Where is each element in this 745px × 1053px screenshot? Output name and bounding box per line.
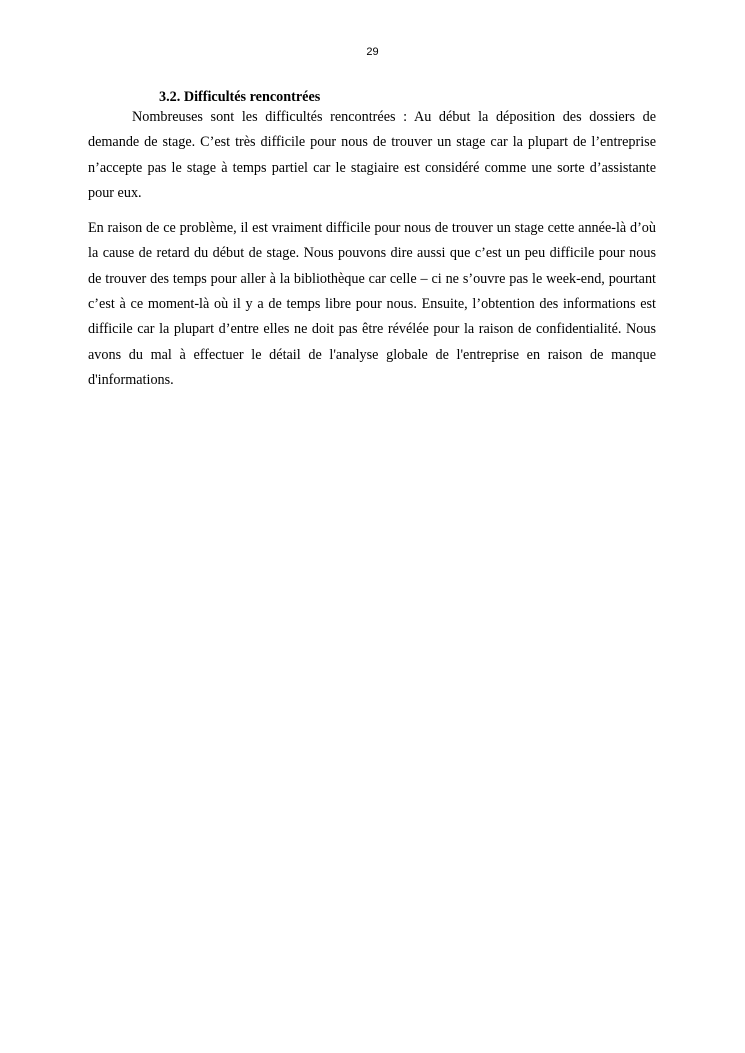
paragraph-difficulties-intro: Nombreuses sont les difficultés rencontrées : Au début la déposition des dossiers de demande de stage. C’est très difficile pour nous de trouver un stage car la plupart de l’entreprise n’accepte pas le stage à temps partiel car le stagiaire est considéré comme une sorte d’assistante pour eux. [88, 109, 656, 201]
section-heading: 3.2. Difficultés rencontrées [159, 89, 321, 105]
section-content [88, 87, 656, 393]
paragraph-difficulties-details: En raison de ce problème, il est vraiment difficile pour nous de trouver un stage cette année-là d’où la cause de retard du début de stage. Nous pouvons dire aussi que c’est un peu difficile pour nous de trouver des temps pour aller à la bibliothèque car celle – ci ne s’ouvre pas le week-end, pourtant c’est à ce moment-là où il y a de temps libre pour nous. Ensuite, l’obtention des informations est difficile car la plupart d’entre elles ne doit pas être révélée pour la raison de confidentialité. Nous avons du mal à effectuer le détail de l'analyse globale de l'entreprise en raison de manque d'informations. [88, 220, 656, 388]
page-number: 29 [366, 46, 379, 58]
